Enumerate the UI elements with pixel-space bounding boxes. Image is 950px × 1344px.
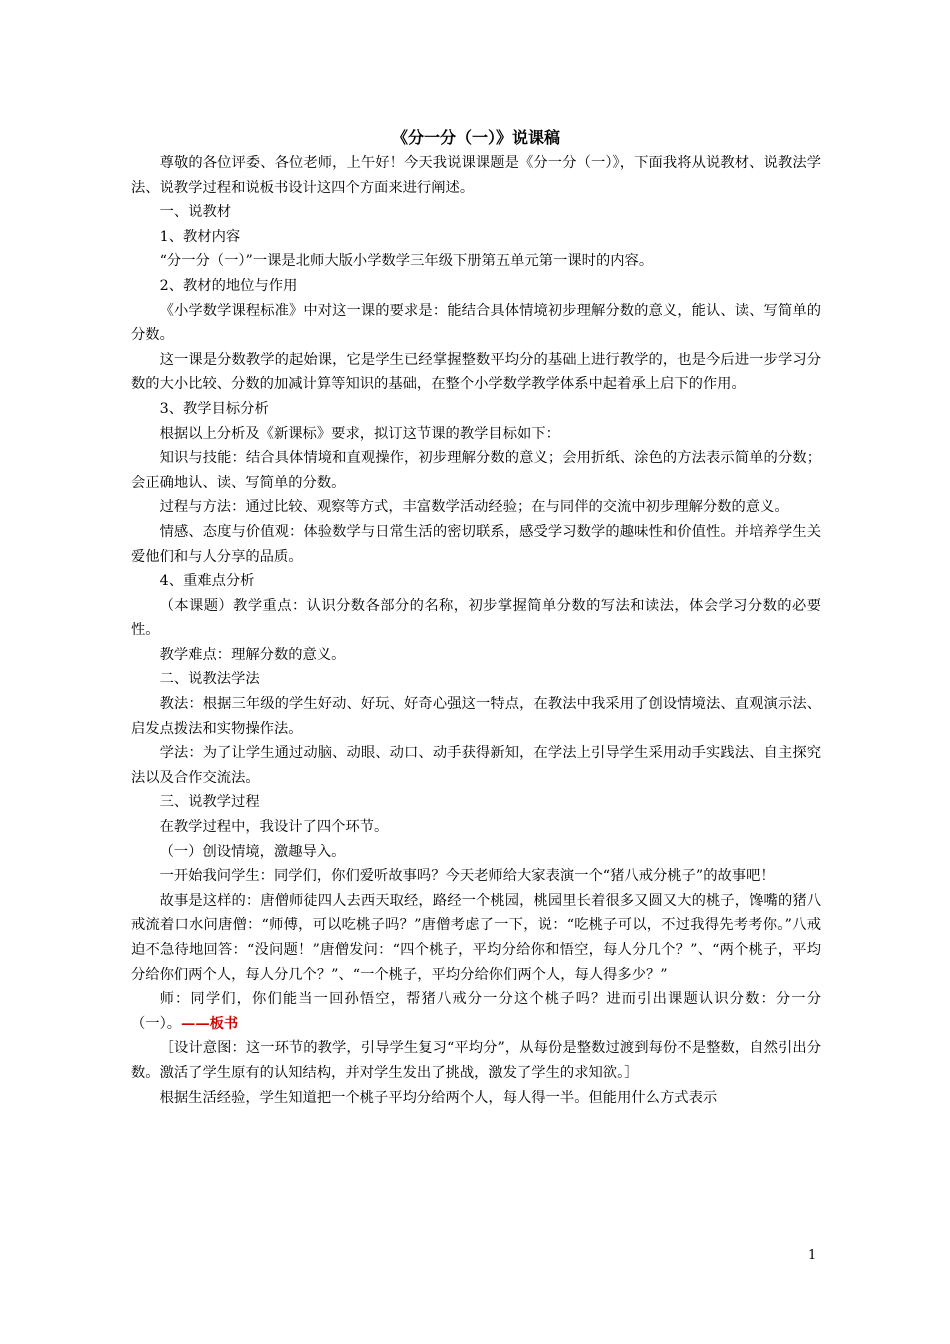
paragraph: （本课题）教学重点：认识分数各部分的名称，初步掌握简单分数的写法和读法，体会学习分数的必要性。 [131, 597, 821, 639]
paragraph: 一开始我问学生：同学们，你们爱听故事吗？今天老师给大家表演一个“猪八戒分桃子”的故事吧！ [159, 868, 775, 885]
paragraph: 《小学数学课程标准》中对这一课的要求是：能结合具体情境初步理解分数的意义，能认、读、写简单的分数。 [131, 302, 821, 344]
paragraph: 在教学过程中，我设计了四个环节。 [159, 819, 389, 836]
paragraph: 根据以上分析及《新课标》要求，拟订这节课的教学目标如下： [159, 425, 560, 442]
section-heading: 一、说教材 [159, 204, 232, 221]
teacher-paragraph [131, 987, 821, 1036]
paragraph: 知识与技能：结合具体情境和直观操作，初步理解分数的意义；会用折纸、涂色的方法表示简单的分数；会正确地认、读、写简单的分数。 [131, 450, 821, 491]
paragraph: 这一课是分数教学的起始课，它是学生已经掌握整数平均分的基础上进行教学的，也是今后进一步学习分数的大小比较、分数的加减计算等知识的基础，在整个小学数学教学体系中起着承上启下的作用。 [131, 351, 821, 393]
paragraph: “分一分（一）”一课是北师大版小学数学三年级下册第五单元第一课时的内容。 [159, 253, 654, 270]
subsection-heading: 1、教材内容 [159, 228, 241, 245]
paragraph: 教法：根据三年级的学生好动、好玩、好奇心强这一特点，在教法中我采用了创设情境法、直观演示法、启发点拨法和实物操作法。 [131, 696, 821, 737]
page-number: 1 [808, 1248, 817, 1263]
paragraph: 教学难点：理解分数的意义。 [159, 646, 346, 663]
document-title: 《分一分（一）》说课稿 [391, 128, 560, 147]
paragraph: 故事是这样的：唐僧师徒四人去西天取经，路经一个桃园，桃园里长着很多又圆又大的桃子，馋嘴的猪八戒流着口水问唐僧：“师傅，可以吃桃子吗？”唐僧考虑了一下，说：“吃桃子可以，不过我得先考考你。”八戒迫不急待地回答：“没问题！”唐僧发问：“四个桃子，平均分给你和悟空，每人分几个？”、“两个桃子，平均分给你们两个人，每人分几个？”、“一个桃子，平均分给你们两个人，每人得多少？” [131, 892, 821, 983]
section-heading: 三、说教学过程 [159, 794, 260, 811]
teacher-paragraph-text: 师：同学们，你们能当一回孙悟空，帮猪八戒分一分这个桃子吗？进而引出课题认识分数：分一分（一）。 [131, 991, 821, 1032]
design-intent-paragraph: ［设计意图：这一环节的教学，引导学生复习“平均分”，从每份是整数过渡到每份不是整数，自然引出分数。激活了学生原有的认知结构，并对学生发出了挑战，激发了学生的求知欲。］ [131, 1040, 821, 1081]
board-writing-label: ——板书 [181, 1015, 239, 1032]
subsection-heading: 2、教材的地位与作用 [159, 277, 298, 294]
paragraph: 过程与方法：通过比较、观察等方式，丰富数学活动经验；在与同伴的交流中初步理解分数的意义。 [159, 499, 789, 516]
document-body [131, 125, 821, 1110]
subsection-heading: 3、教学目标分析 [159, 400, 269, 417]
subsection-heading: （一）创设情境，激趣导入。 [159, 843, 346, 860]
section-heading: 二、说教法学法 [159, 671, 260, 688]
subsection-heading: 4、重难点分析 [159, 573, 255, 590]
paragraph: 情感、态度与价值观：体验数学与日常生活的密切联系，感受学习数学的趣味性和价值性。并培养学生关爱他们和与人分享的品质。 [131, 523, 821, 565]
paragraph: 尊敬的各位评委、各位老师，上午好！今天我说课课题是《分一分（一）》，下面我将从说教材、说教法学法、说教学过程和说板书设计这四个方面来进行阐述。 [131, 155, 821, 196]
paragraph: 学法：为了让学生通过动脑、动眼、动口、动手获得新知，在学法上引导学生采用动手实践法、自主探究法以及合作交流法。 [131, 745, 821, 786]
paragraph: 根据生活经验，学生知道把一个桃子平均分给两个人，每人得一半。但能用什么方式表示 [159, 1089, 718, 1106]
